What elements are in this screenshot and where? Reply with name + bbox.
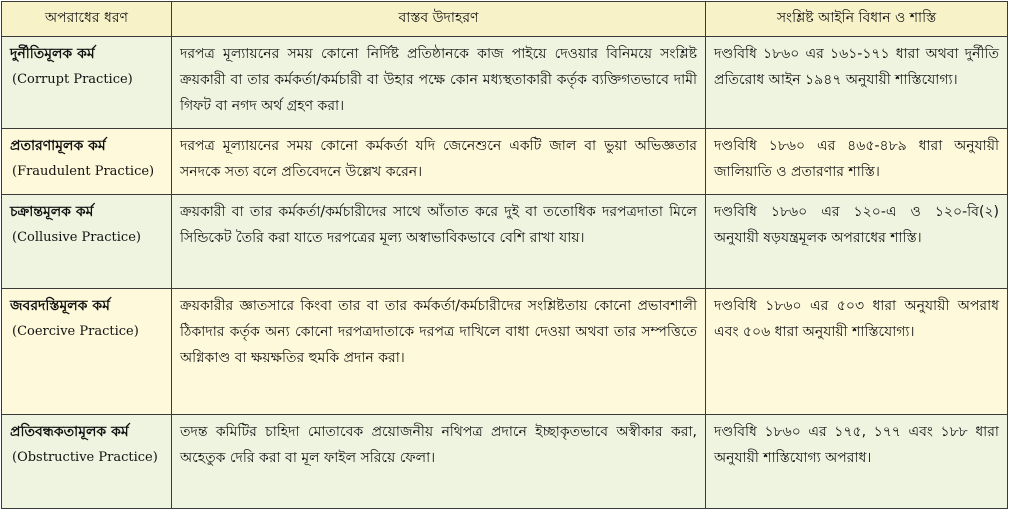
offense-type-cell xyxy=(2,129,172,195)
table-row xyxy=(2,415,1008,509)
offense-type-bangla: জবরদস্তিমূলক কর্ম xyxy=(10,298,110,314)
offense-type-bangla: প্রতারণামূলক কর্ম xyxy=(10,138,106,154)
table-row xyxy=(2,129,1008,195)
header-legal-provision: সংশ্লিষ্ট আইনি বিধান ও শাস্তি xyxy=(706,2,1008,37)
offense-type-english: (Corrupt Practice) xyxy=(12,72,133,87)
example-cell: দরপত্র মূল্যায়নের সময় কোনো নির্দিষ্ট প্রতিষ্ঠানকে কাজ পাইয়ে দেওয়ার বিনিময়ে সংশ্লিষ্ট ক্রয়কারী বা তার কর্মকর্তা/কর্মচারী বা উহার পক্ষে কোন মধ্যস্থতাকারী কর্তৃক ব্যক্তিগতভাবে দামী গিফট বা নগদ অর্থ গ্রহণ করা। xyxy=(172,37,706,129)
example-cell: তদন্ত কমিটির চাহিদা মোতাবেক প্রয়োজনীয় নথিপত্র প্রদানে ইচ্ছাকৃতভাবে অস্বীকার করা, অহেতুক দেরি করা বা মূল ফাইল সরিয়ে ফেলা। xyxy=(172,415,706,509)
law-cell: দণ্ডবিধি ১৮৬০ এর ৪৬৫-৪৮৯ ধারা অনুযায়ী জালিয়াতি ও প্রতারণার শাস্তি। xyxy=(706,129,1008,195)
offense-type-english: (Collusive Practice) xyxy=(12,230,141,245)
offense-type-cell xyxy=(2,37,172,129)
table-header-row xyxy=(2,2,1008,37)
offense-type-cell xyxy=(2,415,172,509)
offense-type-bangla: প্রতিবন্ধকতামূলক কর্ম xyxy=(10,424,129,440)
offense-type-bangla: চক্রান্তমূলক কর্ম xyxy=(10,204,94,220)
table-row xyxy=(2,289,1008,415)
offense-table xyxy=(1,1,1008,509)
offense-type-english: (Coercive Practice) xyxy=(12,324,139,339)
law-cell: দণ্ডবিধি ১৮৬০ এর ১৭৫, ১৭৭ এবং ১৮৮ ধারা অনুযায়ী শাস্তিযোগ্য অপরাধ। xyxy=(706,415,1008,509)
offense-type-bangla: দুর্নীতিমূলক কর্ম xyxy=(10,46,95,62)
offense-type-english: (Obstructive Practice) xyxy=(12,450,158,465)
header-offense-type: অপরাধের ধরণ xyxy=(2,2,172,37)
example-cell: ক্রয়কারীর জ্ঞাতসারে কিংবা তার বা তার কর্মকর্তা/কর্মচারীদের সংশ্লিষ্টতায় কোনো প্রভাবশালী ঠিকাদার কর্তৃক অন্য কোনো দরপত্রদাতাকে দরপত্র দাখিলে বাধা দেওয়া অথবা তার সম্পত্তিতে অগ্নিকাণ্ড বা ক্ষয়ক্ষতির হুমকি প্রদান করা। xyxy=(172,289,706,415)
example-cell: দরপত্র মূল্যায়নের সময় কোনো কর্মকর্তা যদি জেনেশুনে একটি জাল বা ভুয়া অভিজ্ঞতার সনদকে সত্য বলে প্রতিবেদনে উল্লেখ করেন। xyxy=(172,129,706,195)
law-cell: দণ্ডবিধি ১৮৬০ এর ৫০৩ ধারা অনুযায়ী অপরাধ এবং ৫০৬ ধারা অনুযায়ী শাস্তিযোগ্য। xyxy=(706,289,1008,415)
offense-type-english: (Fraudulent Practice) xyxy=(12,164,155,179)
law-cell: দণ্ডবিধি ১৮৬০ এর ১২০-এ ও ১২০-বি(২) অনুযায়ী ষড়যন্ত্রমূলক অপরাধের শাস্তি। xyxy=(706,195,1008,289)
table-row xyxy=(2,195,1008,289)
offense-type-cell xyxy=(2,289,172,415)
header-real-example: বাস্তব উদাহরণ xyxy=(172,2,706,37)
table-row xyxy=(2,37,1008,129)
example-cell: ক্রয়কারী বা তার কর্মকর্তা/কর্মচারীদের সাথে আঁতাত করে দুই বা ততোধিক দরপত্রদাতা মিলে সিন্ডিকেট তৈরি করা যাতে দরপত্রের মূল্য অস্বাভাবিকভাবে বেশি রাখা যায়। xyxy=(172,195,706,289)
offense-type-cell xyxy=(2,195,172,289)
law-cell: দণ্ডবিধি ১৮৬০ এর ১৬১-১৭১ ধারা অথবা দুর্নীতি প্রতিরোধ আইন ১৯৪৭ অনুযায়ী শাস্তিযোগ্য। xyxy=(706,37,1008,129)
